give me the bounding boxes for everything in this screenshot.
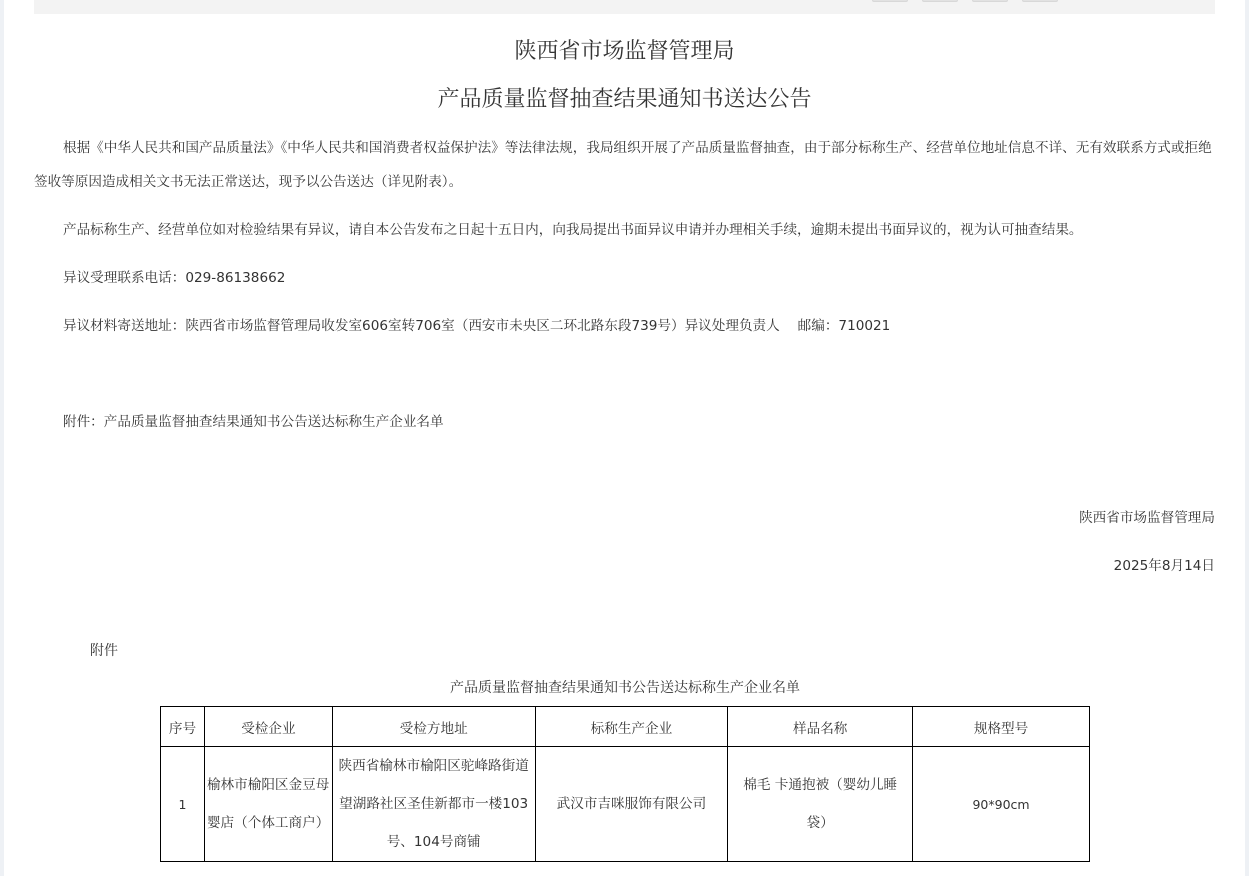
cell-spec: 90*90cm [913, 747, 1090, 862]
table-row [161, 747, 1090, 862]
attachment-label: 附件 [90, 643, 118, 659]
top-toolbar [34, 0, 1215, 14]
cell-manufacturer: 武汉市吉咪服饰有限公司 [535, 747, 728, 862]
header-sample: 样品名称 [728, 707, 913, 747]
toolbar-button[interactable] [1022, 0, 1058, 2]
header-spec: 规格型号 [913, 707, 1090, 747]
signature-date: 2025年8月14日 [1113, 558, 1215, 574]
notice-title: 产品质量监督抽查结果通知书送达公告 [437, 87, 812, 112]
org-title: 陕西省市场监督管理局 [514, 39, 735, 64]
cell-company: 榆林市榆阳区金豆母婴店（个体工商户） [204, 747, 332, 862]
paragraph-phone: 异议受理联系电话：029-86138662 [63, 270, 286, 286]
toolbar-button[interactable] [922, 0, 958, 2]
table-caption: 产品质量监督抽查结果通知书公告送达标称生产企业名单 [450, 680, 800, 696]
left-border [0, 0, 4, 876]
paragraph-objection-notice: 产品标称生产、经营单位如对检验结果有异议，请自本公告发布之日起十五日内，向我局提出书面异议申请并办理相关手续，逾期未提出书面异议的，视为认可抽查结果。 [63, 222, 1083, 238]
header-no: 序号 [161, 707, 205, 747]
cell-no: 1 [161, 747, 205, 862]
toolbar-button[interactable] [972, 0, 1008, 2]
header-address: 受检方地址 [332, 707, 535, 747]
enterprise-table [160, 706, 1090, 862]
signature-org: 陕西省市场监督管理局 [1079, 510, 1215, 526]
paragraph-attachment-ref: 附件：产品质量监督抽查结果通知书公告送达标称生产企业名单 [63, 414, 444, 430]
header-company: 受检企业 [204, 707, 332, 747]
table-header-row [161, 707, 1090, 747]
paragraph-mail-address: 异议材料寄送地址：陕西省市场监督管理局收发室606室转706室（西安市未央区二环北路东段739号）异议处理负责人 邮编：710021 [63, 318, 891, 334]
toolbar-button[interactable] [872, 0, 908, 2]
cell-address: 陕西省榆林市榆阳区驼峰路街道望湖路社区圣佳新都市一楼103号、104号商铺 [332, 747, 535, 862]
cell-sample: 棉毛 卡通抱被（婴幼儿睡袋） [728, 747, 913, 862]
header-manufacturer: 标称生产企业 [535, 707, 728, 747]
right-border [1245, 0, 1249, 876]
paragraph-legal-basis: 根据《中华人民共和国产品质量法》《中华人民共和国消费者权益保护法》等法律法规，我局组织开展了产品质量监督抽查，由于部分标称生产、经营单位地址信息不详、无有效联系方式或拒绝签收等原因造成相关文书无法正常送达，现予以公告送达（详见附表）。 [34, 140, 1212, 190]
